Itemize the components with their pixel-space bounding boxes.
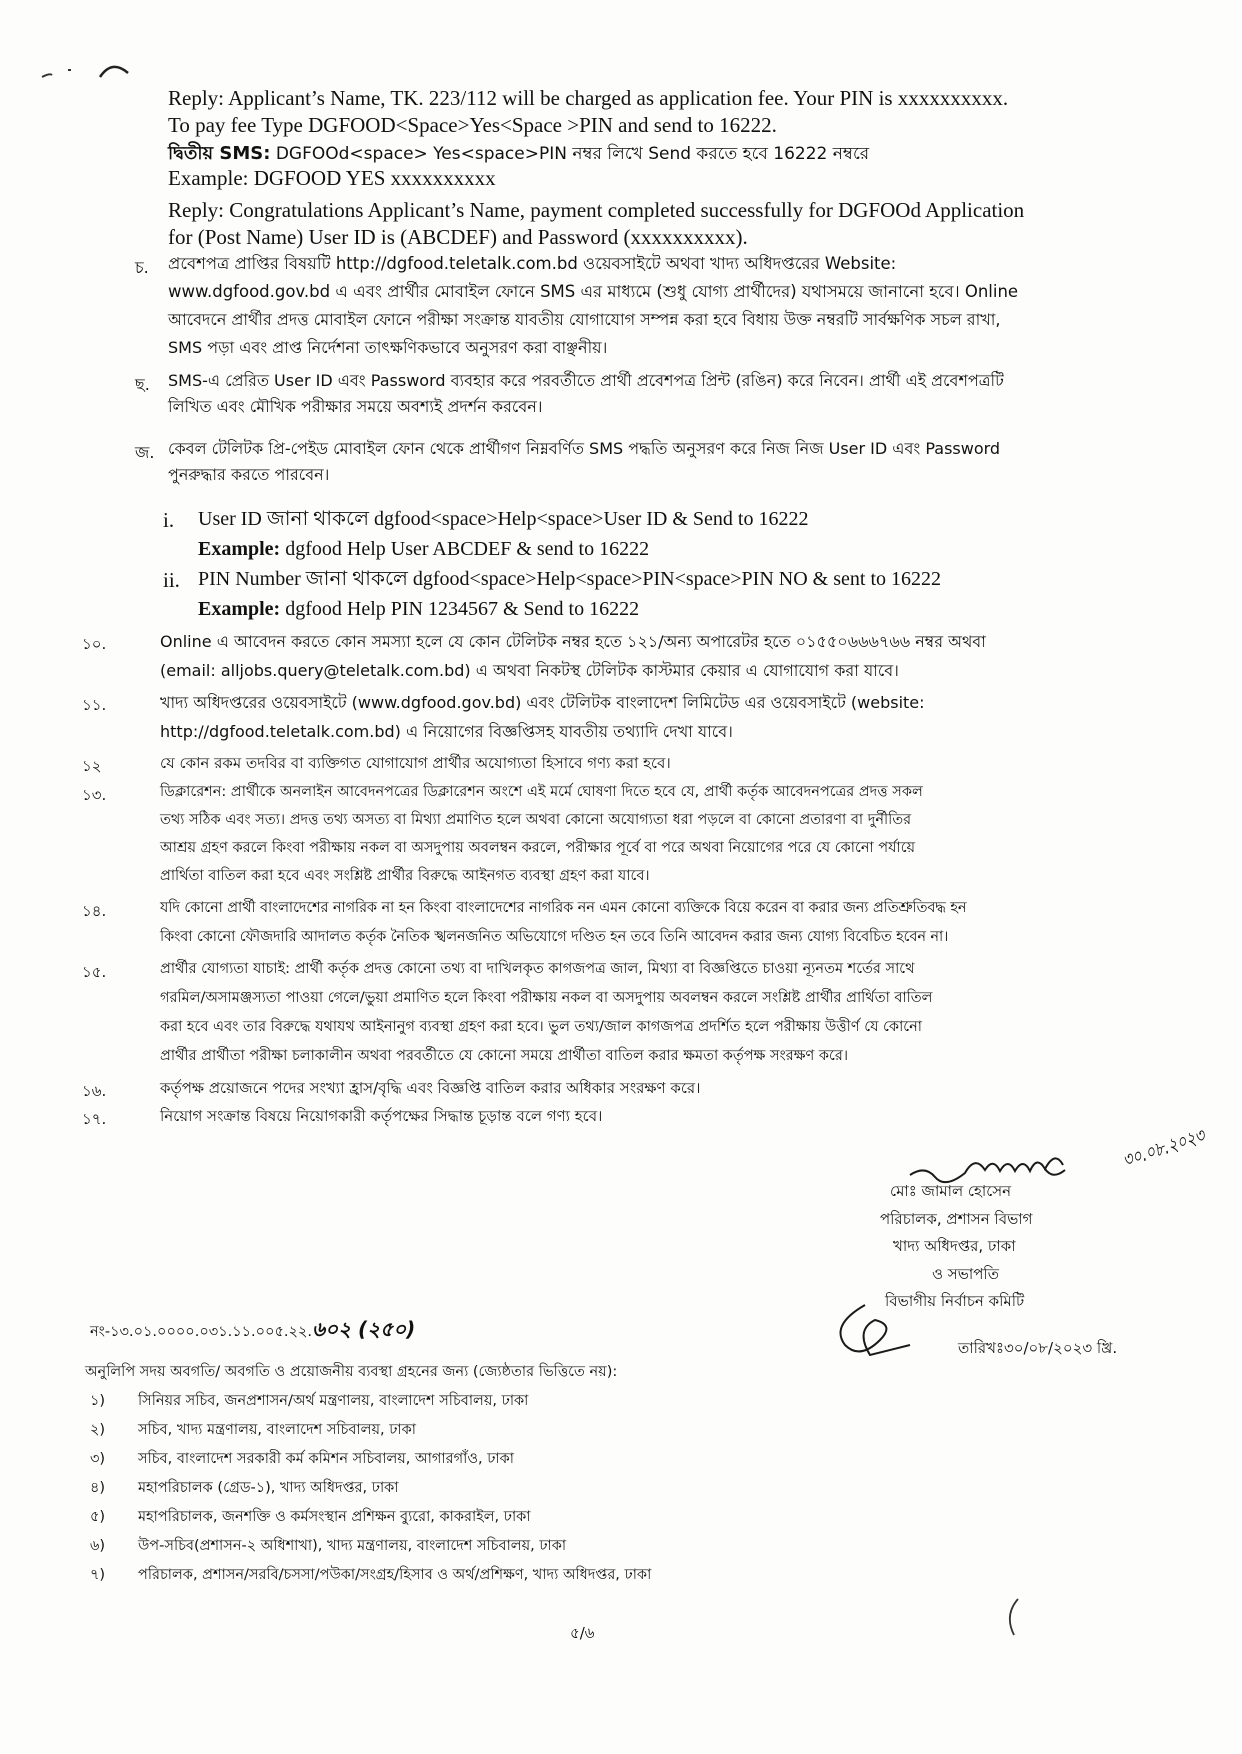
item-12-number: ১২ — [82, 757, 102, 775]
second-sms-label: দ্বিতীয় SMS: — [168, 143, 271, 164]
item-13-line-4: প্রার্থিতা বাতিল করা হবে এবং সংশ্লিষ্ট প্রার্থীর বিরুদ্ধে আইনগত ব্যবস্থা গ্রহণ করা যাবে। — [160, 868, 650, 884]
memo-number-printed: নং-১৩.০১.০০০০.০৩১.১১.০০৫.২২. — [90, 1324, 312, 1340]
signatory-name: মোঃ জামাল হোসেন — [890, 1182, 1012, 1200]
item-17-number: ১৭. — [82, 1110, 107, 1128]
item-ja-marker: জ. — [135, 443, 155, 462]
item-15-line-3: করা হবে এবং তার বিরুদ্ধে যথাযথ আইনানুগ ব্যবস্থা গ্রহণ করা হবে। ভুল তথ্য/জাল কাগজপত্র প্রদর্শিত হলে পরীক্ষায় উত্তীর্ণ যে কোনো — [160, 1019, 922, 1035]
item-ja-line-1: কেবল টেলিটক প্রি-পেইড মোবাইল ফোন থেকে প্রার্থীগণ নিম্নবর্ণিত SMS পদ্ধতি অনুসরণ করে নিজ নিজ User ID এবং Password — [168, 439, 1001, 458]
item-15-line-2: গরমিল/অসামঞ্জস্যতা পাওয়া গেলে/ভুয়া প্রমাণিত হলে কিংবা পরীক্ষায় নকল বা অসদুপায় অবলম্বন করলে সংশ্লিষ্ট প্রার্থীর প্রার্থিতা বাতিল — [160, 990, 933, 1006]
sms-example: Example: DGFOOD YES xxxxxxxxxx — [168, 166, 496, 190]
item-15-line-1: প্রার্থীর যোগ্যতা যাচাই: প্রার্থী কর্তৃক প্রদত্ত কোনো তথ্য বা দাখিলকৃত কাগজপত্র জাল, মিথ্যা বা বিজ্ঞপ্তিতে চাওয়া ন্যূনতম শর্তের সাথে — [160, 961, 915, 977]
distribution-item: মহাপরিচালক, জনশক্তি ও কর্মসংস্থান প্রশিক্ষন ব্যুরো, কাকরাইল, ঢাকা — [138, 1509, 531, 1525]
signature-date: ৩০.০৮.২০২৩ — [1119, 1122, 1208, 1172]
item-ja-sub-1-example — [198, 538, 649, 561]
signatory-designation: পরিচালক, প্রশাসন বিভাগ — [880, 1210, 1033, 1228]
item-cha-marker: চ. — [135, 258, 149, 277]
item-14-line-1: যদি কোনো প্রার্থী বাংলাদেশের নাগরিক না হন কিংবা বাংলাদেশের নাগরিক নন এমন কোনো ব্যক্তিকে বিয়ে করেন বা করার জন্য প্রতিশ্রুতিবদ্ধ হন — [160, 900, 967, 916]
distribution-item: সচিব, খাদ্য মন্ত্রণালয়, বাংলাদেশ সচিবালয়, ঢাকা — [138, 1422, 416, 1438]
second-sms-text: DGFOOd<space> Yes<space>PIN নম্বর লিখে Send করতে হবে 16222 নম্বরে — [270, 144, 870, 164]
distribution-number: ৪) — [90, 1480, 106, 1496]
item-13-line-1: ডিক্লারেশন: প্রার্থীকে অনলাইন আবেদনপত্রের ডিক্লারেশন অংশে এই মর্মে ঘোষণা দিতে হবে যে, প্রার্থী কর্তৃক আবেদনপত্রের প্রদত্ত সকল — [160, 784, 923, 800]
example-text: dgfood Help User ABCDEF & send to 16222 — [280, 538, 650, 560]
item-ja-line-2: পুনরুদ্ধার করতে পারবেন। — [168, 465, 330, 484]
example-label: Example: — [198, 598, 281, 620]
distribution-number: ৫) — [90, 1509, 106, 1525]
sms-reply-2-line-2: for (Post Name) User ID is (ABCDEF) and Password (xxxxxxxxxx). — [168, 225, 748, 249]
memo-copy-line: অনুলিপি সদয় অবগতি/ অবগতি ও প্রয়োজনীয় ব্যবস্থা গ্রহনের জন্য (জ্যেষ্ঠতার ভিত্তিতে নয়): — [85, 1364, 618, 1380]
item-12-line-1: যে কোন রকম তদবির বা ব্যক্তিগত যোগাযোগ প্রার্থীর অযোগ্যতা হিসাবে গণ্য করা হবে। — [160, 754, 671, 772]
item-13-number: ১৩. — [82, 786, 107, 804]
sms-reply-1-line-1: Reply: Applicant’s Name, TK. 223/112 will be charged as application fee. Your PIN is xxxxxxxxxx. — [168, 86, 1009, 110]
item-14-number: ১৪. — [82, 902, 107, 920]
distribution-item: পরিচালক, প্রশাসন/সরবি/চসসা/পউকা/সংগ্রহ/হিসাব ও অর্থ/প্রশিক্ষণ, খাদ্য অধিদপ্তর, ঢাকা — [138, 1567, 652, 1583]
item-11-line-2: http://dgfood.teletalk.com.bd) এ নিয়োগের বিজ্ঞপ্তিসহ যাবতীয় তথ্যাদি দেখা যাবে। — [160, 722, 733, 741]
item-ja-sub-1-marker: i. — [163, 508, 175, 532]
memo-date — [958, 1340, 1117, 1357]
initial-scribble — [825, 1300, 935, 1370]
distribution-item: উপ-সচিব(প্রশাসন-২ অধিশাখা), খাদ্য মন্ত্রণালয়, বাংলাদেশ সচিবালয়, ঢাকা — [138, 1538, 567, 1554]
signatory-office: খাদ্য অধিদপ্তর, ঢাকা — [893, 1237, 1016, 1255]
example-text: dgfood Help PIN 1234567 & Send to 16222 — [280, 598, 640, 620]
sms-reply-2-line-1: Reply: Congratulations Applicant’s Name, payment completed successfully for DGFOOd Application — [168, 198, 1025, 222]
item-17-line-1: নিয়োগ সংক্রান্ত বিষয়ে নিয়োগকারী কর্তৃপক্ষের সিদ্ধান্ত চূড়ান্ত বলে গণ্য হবে। — [160, 1107, 603, 1125]
memo-number — [90, 1318, 415, 1341]
item-11-number: ১১. — [82, 696, 107, 714]
item-ja-sub-2-example — [198, 598, 639, 621]
item-cha-line-4: SMS পড়া এবং প্রাপ্ত নির্দেশনা তাৎক্ষণিকভাবে অনুসরণ করা বাঞ্ছনীয়। — [168, 338, 608, 357]
item-ja-sub-2-text: PIN Number জানা থাকলে dgfood<space>Help<space>PIN<space>PIN NO & sent to 16222 — [198, 568, 942, 590]
item-cha-line-3: আবেদনে প্রার্থীর প্রদত্ত মোবাইল ফোনে পরীক্ষা সংক্রান্ত যাবতীয় যোগাযোগ সম্পন্ন করা হবে বিধায় উক্ত নম্বরটি সার্বক্ষণিক সচল রাখা, — [168, 310, 1001, 329]
distribution-number: ৬) — [90, 1538, 106, 1554]
item-14-line-2: কিংবা কোনো ফৌজদারি আদালত কর্তৃক নৈতিক স্খলনজনিত অভিযোগে দণ্ডিত হন তবে তিনি আবেদন করার জন্য যোগ্য বিবেচিত হবেন না। — [160, 929, 949, 945]
sms-reply-1-line-2: To pay fee Type DGFOOD<Space>Yes<Space >PIN and send to 16222. — [168, 113, 777, 137]
item-16-number: ১৬. — [82, 1082, 107, 1100]
memo-date-label: তারিখঃ — [958, 1339, 1004, 1357]
item-chha-line-2: লিখিত এবং মৌখিক পরীক্ষার সময়ে অবশ্যই প্রদর্শন করবেন। — [168, 397, 543, 416]
page-number: ৫/৬ — [570, 1624, 595, 1642]
distribution-item: সচিব, বাংলাদেশ সরকারী কর্ম কমিশন সচিবালয়, আগারগাঁও, ঢাকা — [138, 1451, 514, 1467]
memo-number-handwritten: ৬০২ (২৫০) — [311, 1317, 416, 1341]
distribution-item: সিনিয়র সচিব, জনপ্রশাসন/অর্থ মন্ত্রণালয়, বাংলাদেশ সচিবালয়, ঢাকা — [138, 1393, 529, 1409]
example-label: Example: — [198, 538, 281, 560]
item-15-line-4: প্রার্থীর প্রার্থীতা পরীক্ষা চলাকালীন অথবা পরবর্তীতে যে কোনো সময়ে প্রার্থীতা বাতিল করার ক্ষমতা কর্তৃপক্ষ সংরক্ষণ করে। — [160, 1048, 849, 1064]
item-cha-line-2: www.dgfood.gov.bd এ এবং প্রার্থীর মোবাইল ফোনে SMS এর মাধ্যমে (শুধু যোগ্য প্রার্থীদের) যথাসময়ে জানানো হবে। Online — [168, 282, 1019, 301]
memo-date-value: ৩০/০৮/২০২৩ খ্রি. — [1004, 1339, 1118, 1357]
distribution-number: ১) — [90, 1393, 106, 1409]
distribution-number: ৭) — [90, 1567, 106, 1583]
signatory-committee: বিভাগীয় নির্বাচন কমিটি — [885, 1292, 1025, 1310]
scan-artifact-mark — [40, 55, 135, 85]
item-10-line-2: (email: alljobs.query@teletalk.com.bd) এ অথবা নিকটস্থ টেলিটক কাস্টমার কেয়ার এ যোগাযোগ করা যাবে। — [160, 661, 899, 680]
item-16-line-1: কর্তৃপক্ষ প্রয়োজনে পদের সংখ্যা হ্রাস/বৃদ্ধি এবং বিজ্ঞপ্তি বাতিল করার অধিকার সংরক্ষণ করে। — [160, 1079, 701, 1097]
item-10-number: ১০. — [82, 635, 107, 653]
second-sms-line — [168, 140, 869, 165]
margin-mark — [1000, 1595, 1025, 1640]
item-13-line-2: তথ্য সঠিক এবং সত্য। প্রদত্ত তথ্য অসত্য বা মিথ্যা প্রমাণিত হলে অথবা কোনো অযোগ্যতা ধরা পড়লে বা কোনো প্রতারণা বা দুর্নীতির — [160, 812, 912, 828]
item-chha-line-1: SMS-এ প্রেরিত User ID এবং Password ব্যবহার করে পরবর্তীতে প্রার্থী প্রবেশপত্র প্রিন্ট (রঙিন) করে নিবেন। প্রার্থী এই প্রবেশপত্রটি — [168, 371, 1004, 390]
distribution-number: ৩) — [90, 1451, 106, 1467]
distribution-item: মহাপরিচালক (গ্রেড-১), খাদ্য অধিদপ্তর, ঢাকা — [138, 1480, 399, 1496]
item-chha-marker: ছ. — [135, 375, 150, 394]
item-ja-sub-2-marker: ii. — [163, 568, 180, 592]
item-15-number: ১৫. — [82, 963, 107, 981]
item-10-line-1: Online এ আবেদন করতে কোন সমস্যা হলে যে কোন টেলিটক নম্বর হতে ১২১/অন্য অপারেটর হতে ০১৫৫০৬৬৬৭৬৬ নম্বর অথবা — [160, 632, 986, 651]
distribution-number: ২) — [90, 1422, 106, 1438]
item-cha-line-1: প্রবেশপত্র প্রাপ্তির বিষয়টি http://dgfood.teletalk.com.bd ওয়েবসাইটে অথবা খাদ্য অধিদপ্তরের Website: — [168, 254, 897, 273]
signatory-and: ও সভাপতি — [932, 1265, 999, 1283]
item-13-line-3: আশ্রয় গ্রহণ করলে কিংবা পরীক্ষায় নকল বা অসদুপায় অবলম্বন করলে, পরীক্ষার পূর্বে বা পরে অথবা নিয়োগের পরে যে কোনো পর্যায়ে — [160, 840, 916, 856]
item-11-line-1: খাদ্য অধিদপ্তরের ওয়েবসাইটে (www.dgfood.gov.bd) এবং টেলিটক বাংলাদেশ লিমিটেড এর ওয়েবসাইটে (website: — [160, 693, 925, 712]
item-ja-sub-1-text: User ID জানা থাকলে dgfood<space>Help<space>User ID & Send to 16222 — [198, 508, 809, 530]
